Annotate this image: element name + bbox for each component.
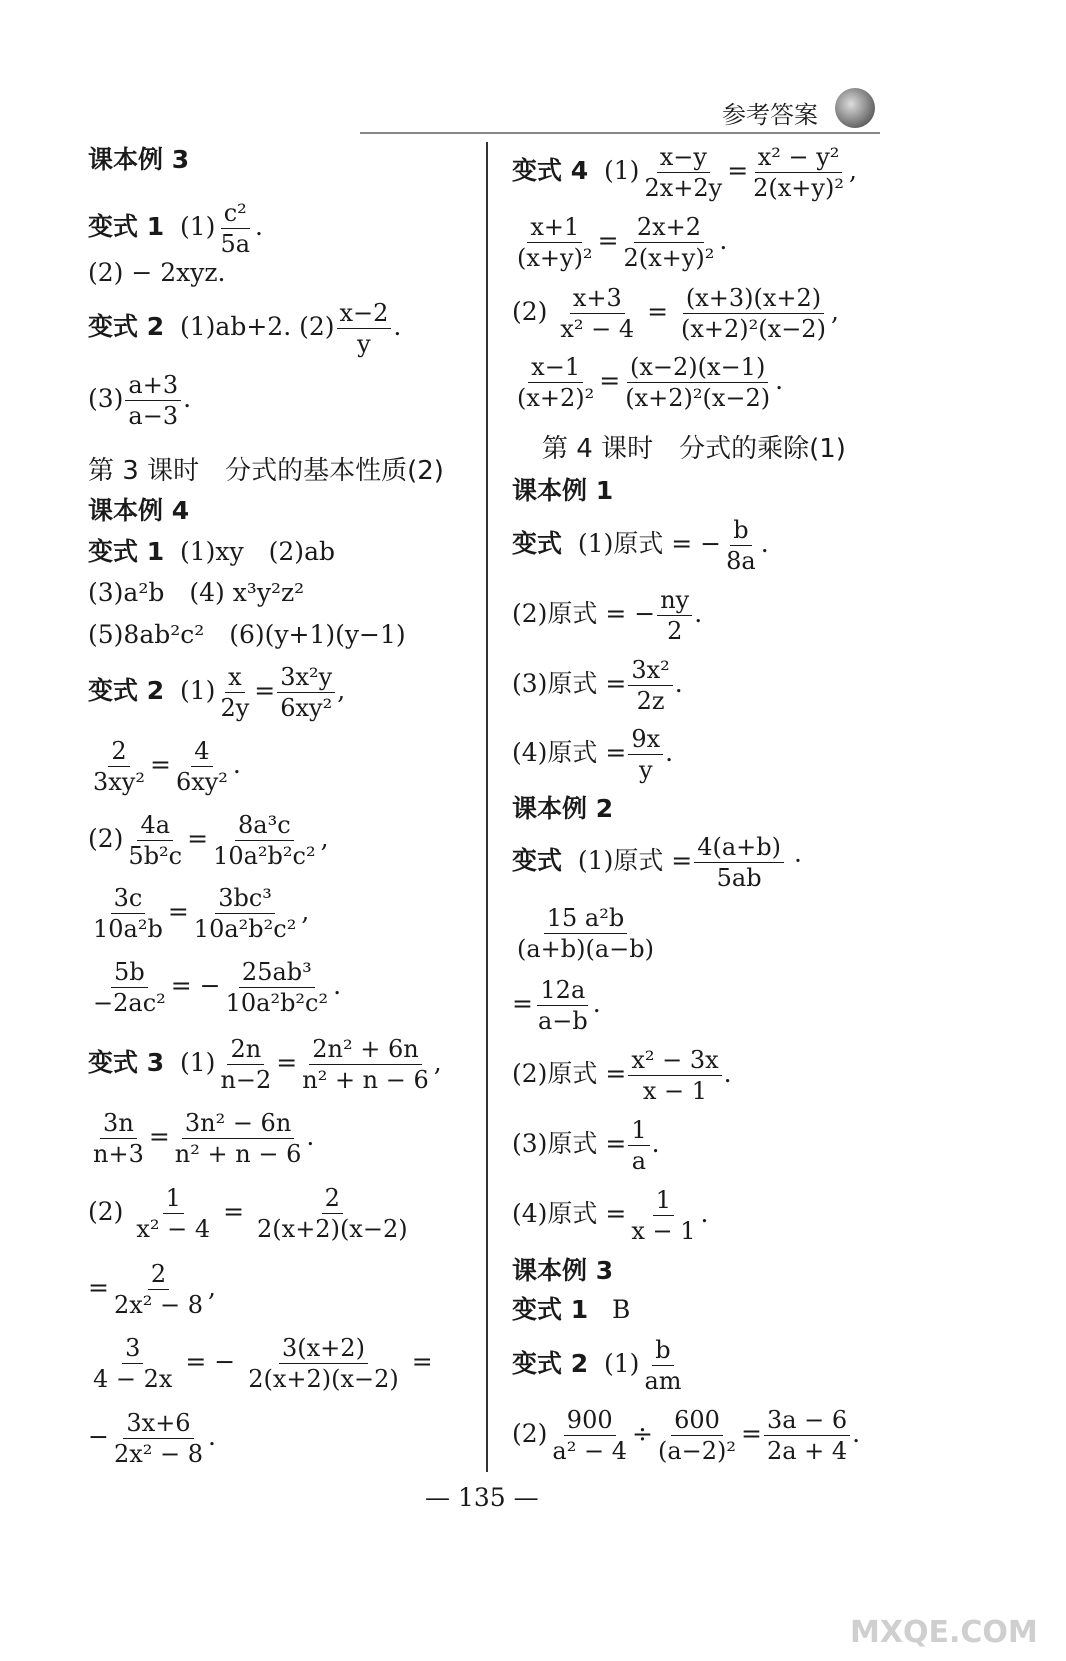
header-rule (360, 132, 880, 134)
answer-line: (3) $\frac{a+3}{a-3}$ . (88, 371, 192, 430)
answer-line: (2)原式 = $\frac{\text{x² − 3x}}{x - 1}$ . (512, 1046, 732, 1105)
page-number: — 135 — (425, 1483, 539, 1512)
answer-line: (2) $\frac{900}{\text{a² − 4}}$ ÷ $\frac{600}{\text{(a−2)²}}$ = $\frac{3a - 6}{2a + 4}$ . (512, 1406, 861, 1465)
answer-line: $\frac{2}{\text{3xy²}}$ = $\frac{4}{\text{6xy²}}$ . (93, 737, 241, 796)
answer-line: 变式 (1)原式 = − $\frac{b}{8a}$ . (512, 516, 769, 575)
answer-line: − $\frac{3x+6}{\text{2x² − 8}}$ . (88, 1409, 216, 1468)
answer-line: (4)原式 = $\frac{9x}{y}$ . (512, 725, 674, 784)
section-label: 课本例 3 (88, 145, 190, 174)
answer-line: 变式 3 (1) $\frac{2n}{n-2}$ = $\frac{\text{2n² + 6n}}{\text{n² + n − 6}}$ , (88, 1035, 442, 1094)
answer-line: $\frac{\text{15 a²b}}{(a+b)(a-b)}$ (517, 904, 655, 963)
answer-line: (2) $\frac{1}{\text{x² − 4}}$ = $\frac{2}{2(x+2)(x-2)}$ (88, 1184, 408, 1243)
answer-line: (3)a²b (4) x³y²z² (88, 578, 305, 607)
answer-line: (4)原式 = $\frac{1}{x - 1}$ . (512, 1186, 709, 1245)
answer-line: $\frac{x-1}{\text{(x+2)²}}$ = $\frac{(x-2)(x-1)}{\text{(x+2)²(x−2)}}$ . (517, 353, 784, 412)
lesson-title: 第 4 课时 分式的乘除(1) (542, 434, 846, 464)
answer-line: (2) $\frac{x+3}{\text{x² − 4}}$ = $\frac{(x+3)(x+2)}{\text{(x+2)²(x−2)}}$ , (512, 284, 839, 343)
answer-line: = $\frac{12a}{a-b}$ . (512, 976, 601, 1035)
answer-line: $\frac{3c}{\text{10a²b}}$ = $\frac{\text{3bc³}}{\text{10a²b²c²}}$ , (93, 884, 310, 943)
answer-line: 变式 2 (1)ab+2. (2) $\frac{x-2}{y}$ . (88, 299, 402, 358)
answer-line: (2) − 2xyz. (88, 258, 226, 287)
answer-line: (2)原式 = − $\frac{ny}{2}$ . (512, 586, 703, 645)
answer-line: 变式 (1)原式 = $\frac{4(a+b)}{5ab}$ · (512, 833, 802, 892)
answer-line: 变式 2 (1) $\frac{b}{am}$ (512, 1336, 682, 1395)
section-label: 课本例 4 (88, 496, 190, 525)
answer-line: = $\frac{2}{\text{2x² − 8}}$ , (88, 1260, 216, 1319)
answer-line: (2) $\frac{4a}{\text{5b²c}}$ = $\frac{\text{8a³c}}{\text{10a²b²c²}}$ , (88, 811, 329, 870)
answer-line: $\frac{3}{4 - 2x}$ = − $\frac{3(x+2)}{2(x+2)(x-2)}$ = (93, 1334, 433, 1393)
lesson-title: 第 3 课时 分式的基本性质(2) (88, 456, 444, 486)
answer-line: 变式 1 (1) $\frac{\text{c²}}{5a}$ . (88, 199, 263, 258)
watermark: MXQE.COM (850, 1615, 1038, 1650)
section-label: 课本例 3 (512, 1256, 614, 1285)
header-badge-icon (835, 88, 875, 128)
answer-line: (3)原式 = $\frac{1}{a}$ . (512, 1116, 660, 1175)
section-label: 课本例 2 (512, 794, 614, 823)
section-label: 课本例 1 (512, 476, 614, 505)
answer-line: (3)原式 = $\frac{\text{3x²}}{2z}$ . (512, 656, 683, 715)
answer-line: 变式 1 (1)xy (2)ab (88, 537, 335, 566)
answer-line: $\frac{3n}{n+3}$ = $\frac{\text{3n² − 6n}}{\text{n² + n − 6}}$ . (93, 1109, 315, 1168)
column-divider (486, 142, 488, 1472)
header-title: 参考答案 (722, 101, 818, 129)
answer-line: 变式 2 (1) $\frac{x}{2y}$ = $\frac{\text{3x²y}}{\text{6xy²}}$ , (88, 663, 346, 722)
answer-line: $\frac{x+1}{\text{(x+y)²}}$ = $\frac{2x+2}{\text{2(x+y)²}}$ . (517, 213, 728, 272)
answer-line: 变式 4 (1) $\frac{x-y}{2x+2y}$ = $\frac{\text{x² − y²}}{\text{2(x+y)²}}$ , (512, 143, 857, 202)
answer-line: 变式 1 B (512, 1295, 631, 1324)
answer-line: $\frac{5b}{\text{−2ac²}}$ = − $\frac{\text{25ab³}}{\text{10a²b²c²}}$ . (93, 958, 342, 1017)
answer-line: (5)8ab²c² (6)(y+1)(y−1) (88, 620, 406, 649)
